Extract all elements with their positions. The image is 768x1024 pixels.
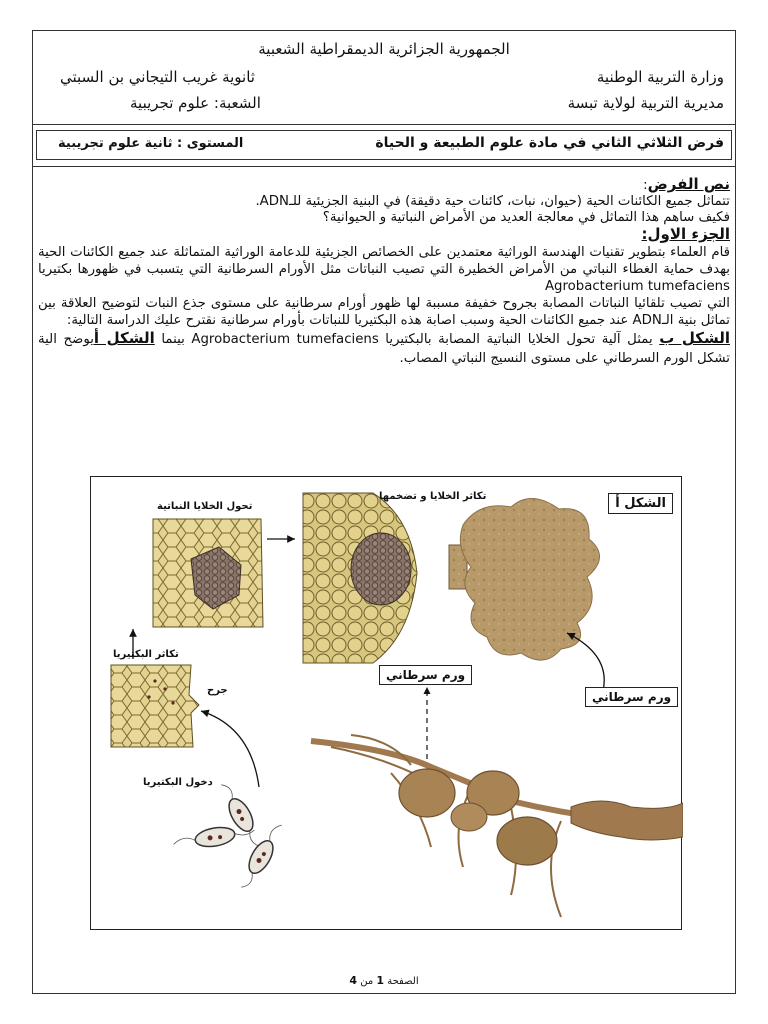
figure-description [38, 329, 730, 368]
exam-title: فرض الثلاثي الثاني في مادة علوم الطبيعة و الحياة [375, 135, 724, 151]
figure-panel [90, 476, 682, 930]
footer-page-total: 4 [349, 974, 358, 987]
label-tumor-right: ورم سرطاني [585, 687, 678, 707]
directorate-name: مديرية التربية لولاية تبسة [567, 94, 724, 112]
intro-line-2: فكيف ساهم هذا التماثل في معالجة العديد من الأمراض النباتية و الحيوانية؟ [322, 210, 730, 225]
label-cell-transformation: تحول الخلايا النباتية [157, 501, 253, 512]
intro-line-1: تتماثل جميع الكائنات الحية (حيوان، نبات، كائنات حية دقيقة) في البنية الجزيئية للـADN. [255, 194, 730, 209]
exam-level: المستوى : ثانية علوم تجريبية [58, 136, 244, 151]
label-bacteria-multiplication: تكاثر البكتيريا [113, 649, 179, 660]
title-divider [32, 166, 736, 167]
intro-section [38, 176, 730, 368]
header-divider [32, 124, 736, 125]
footer-page-current: 1 [376, 974, 385, 987]
stream-name: الشعبة: علوم تجريبية [130, 94, 261, 112]
footer-of-word: من [360, 976, 374, 987]
intro-colon: : [643, 178, 648, 193]
figure-a-text: يوضح الية تشكل الورم السرطاني على مستوى النسيج النباتي المصاب. [38, 332, 730, 366]
plant-root-with-galls [311, 735, 683, 917]
part1-heading: الجزء الاول: [641, 225, 730, 243]
intro-heading: نص الفرض [647, 175, 730, 193]
label-bacteria-entry: دخول البكتيريا [143, 777, 213, 788]
part1-paragraph-2: التي تصيب تلقائيا النباتات المصابة بجروح خفيفة مسببة لها ظهور أورام سرطانية على مستوى جذع النبات لتوضيح العلاقة بين تماثل بنية الـADN عند جميع الكائنات الحية وسبب اصابة هذه البكتيريا للنباتات بأورام سرطانية نقترح عليك الدراسة التالية: [38, 296, 730, 328]
footer-page-word: الصفحة [387, 976, 419, 987]
stage-wound-tissue [111, 665, 199, 747]
figure-a-label: الشكل أ [93, 329, 155, 347]
figure-b-label: الشكل ب [659, 329, 730, 347]
label-wound: جرح [207, 685, 228, 696]
stage-transformed-cells [153, 519, 263, 627]
stage-cell-proliferation [303, 493, 417, 663]
page-footer [0, 974, 768, 987]
figure-title: الشكل أ [608, 493, 673, 514]
stage-gall [449, 498, 600, 660]
part1-paragraph-1: قام العلماء بتطوير تقنيات الهندسة الوراثية معتمدين على الخصائص الجزيئية للدعامة الوراثية المتماثلة عند جميع الكائنات الحية بهدف حماية الغطاء النباتي من الأمراض الخطيرة التي تصيب النباتات مثل الأورام السرطانية التي يتسبب في ظهورها بكتيريا Agrobacterium tumefaciens [38, 245, 730, 294]
label-tumor-center: ورم سرطاني [379, 665, 472, 685]
school-name: ثانوية غريب التيجاني بن السبتي [60, 68, 255, 86]
figure-b-text: يمثل آلية تحول الخلايا النباتية المصابة بالبكتيريا Agrobacterium tumefaciens بينما [154, 332, 660, 347]
ministry-name: وزارة التربية الوطنية [596, 68, 724, 86]
bacteria-cells [172, 779, 288, 892]
republic-title: الجمهورية الجزائرية الديمقراطية الشعبية [258, 40, 510, 58]
label-cell-proliferation: تكاثر الخلايا و تضخمها [379, 491, 487, 502]
